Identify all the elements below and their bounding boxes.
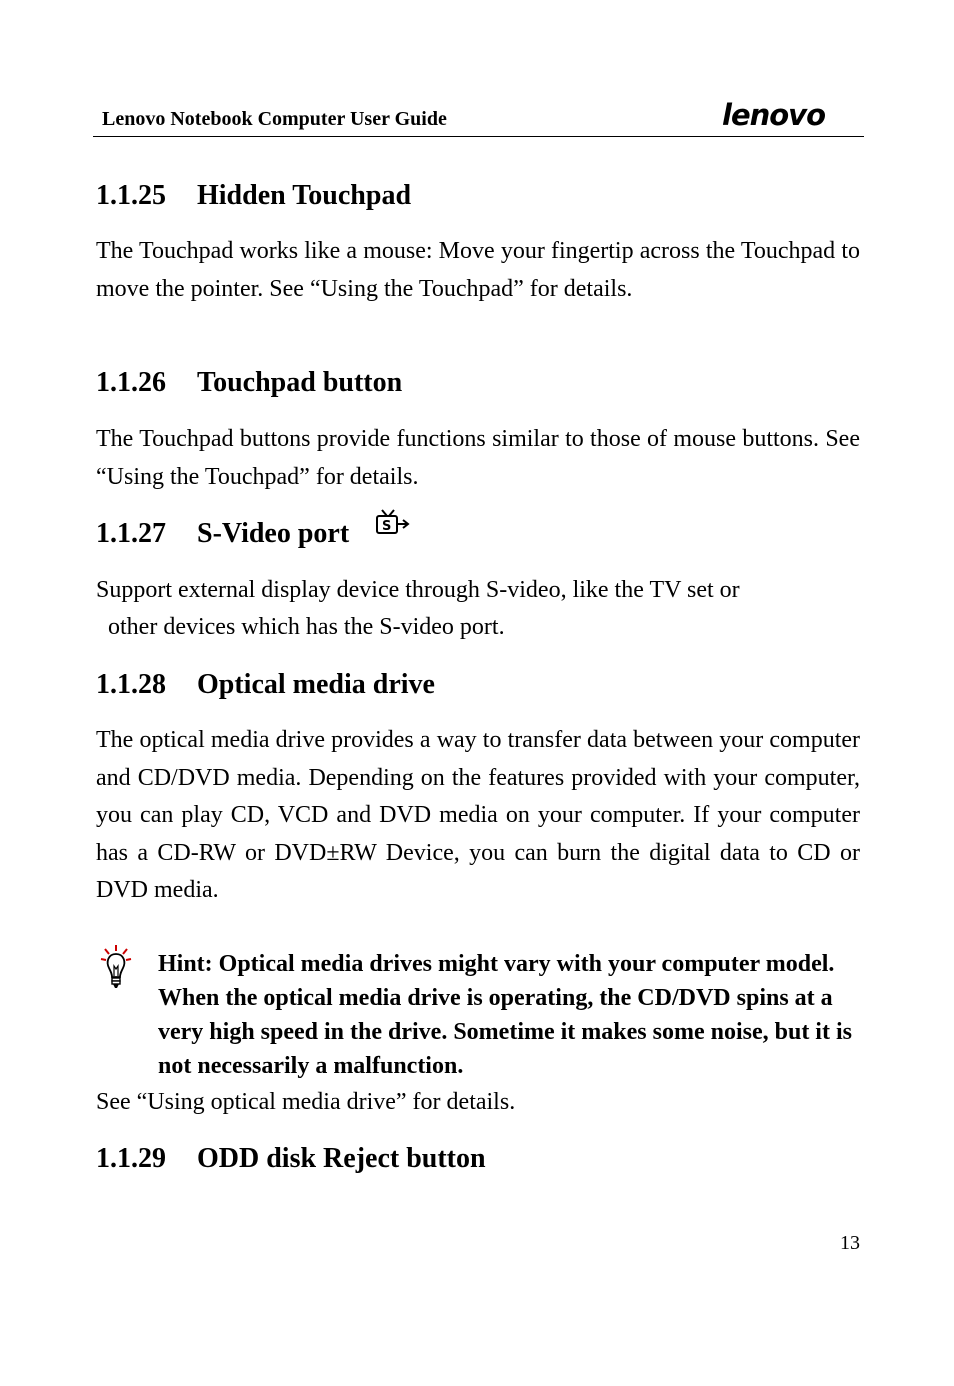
section-number: 1.1.27 <box>96 518 166 549</box>
section-body-line: Support external display device through S-video, like the TV set or <box>96 577 740 603</box>
section-body: The optical media drive provides a way to transfer data between your computer and CD/DVD media. Depending on the features provided with your computer, you can play CD, VCD and DVD media on your computer. If your computer has a CD-RW or DVD±RW Device, you can burn the digital data to CD or DVD media. <box>96 727 860 904</box>
svg-text:S: S <box>382 519 392 534</box>
section-title: ODD disk Reject button <box>197 1143 486 1174</box>
section-heading <box>96 369 402 397</box>
section-number: 1.1.26 <box>96 367 166 398</box>
section-title: S-Video port <box>197 518 350 549</box>
page-number: 13 <box>840 1232 860 1254</box>
section-heading <box>96 182 411 210</box>
section-body: See “Using optical media drive” for details. <box>96 1089 516 1115</box>
section-body: The Touchpad buttons provide functions similar to those of mouse buttons. See “Using the Touchpad” for details. <box>96 426 860 490</box>
section-body-line: other devices which has the S-video port. <box>108 614 505 640</box>
svg-text:lenovo: lenovo <box>722 100 826 130</box>
section-heading <box>96 1145 486 1173</box>
section-number: 1.1.28 <box>96 669 166 700</box>
section-body: The Touchpad works like a mouse: Move your fingertip across the Touchpad to move the pointer. See “Using the Touchpad” for details. <box>96 238 860 302</box>
section-title: Touchpad button <box>197 367 403 398</box>
page-header <box>93 96 864 137</box>
section-title: Hidden Touchpad <box>197 180 412 211</box>
section-title: Optical media drive <box>197 669 435 700</box>
section-number: 1.1.29 <box>96 1143 166 1174</box>
lightbulb-icon <box>100 944 132 992</box>
section-heading <box>96 671 435 699</box>
s-video-icon <box>374 508 410 538</box>
header-title: Lenovo Notebook Computer User Guide <box>102 108 447 130</box>
hint-text: Hint: Optical media drives might vary with your computer model. When the optical media drive is operating, the CD/DVD spins at a very high speed in the drive. Sometime it makes some noise, but it is not necessarily a malfunction. <box>158 951 852 1079</box>
lenovo-logo <box>720 100 860 130</box>
section-number: 1.1.25 <box>96 180 166 211</box>
section-heading <box>96 520 410 548</box>
